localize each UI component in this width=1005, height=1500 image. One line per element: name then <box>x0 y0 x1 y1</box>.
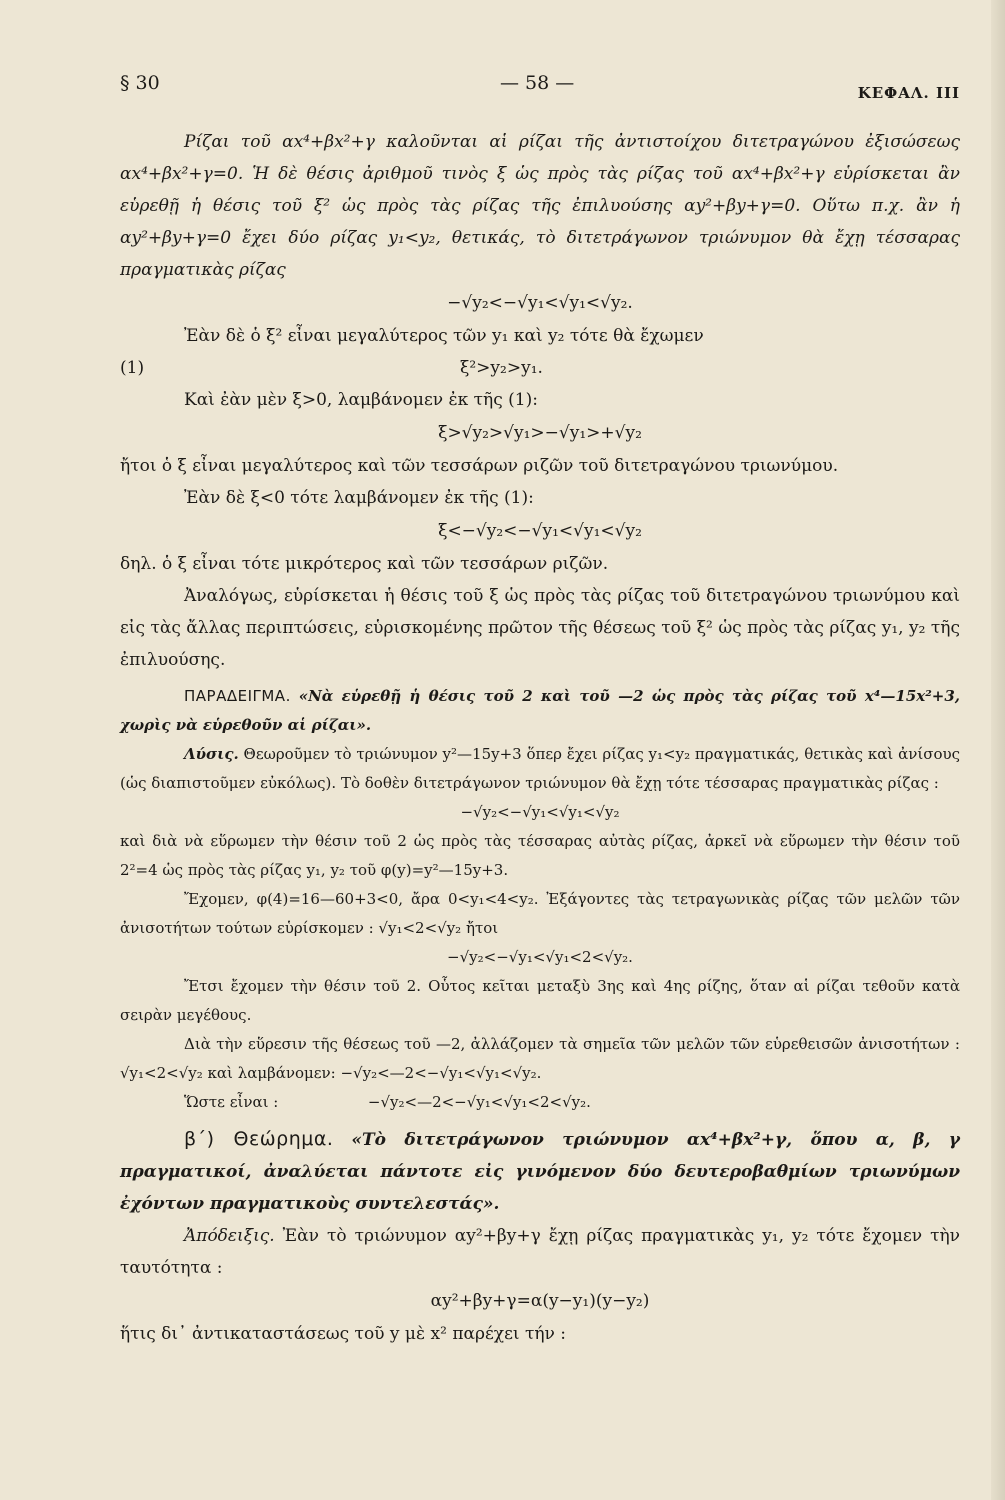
page-edge <box>991 0 1005 1500</box>
equation-position-of-minus-2: −√y₂<—2<−√y₁<√y₁<2<√y₂. <box>367 1093 591 1111</box>
solution-text-1: Θεωροῦμεν τὸ τριώνυμον y²—15y+3 ὅπερ ἔχει ρίζας y₁<y₂ πραγματικάς, θετικὰς καὶ ἀνίσους (ὡς διαπιστοῦμεν εὐκόλως). Τὸ δοθὲν διτετράγωνον τριώνυμον θὰ ἔχῃ τότε τέσσαρας πραγματικὰς ρίζας : <box>120 745 960 792</box>
equation-1-row <box>120 352 960 384</box>
equation-position-of-2: −√y₂<−√y₁<√y₁<2<√y₂. <box>447 948 633 966</box>
theorem-block <box>120 1123 960 1220</box>
page-header <box>120 72 960 112</box>
solution-paragraph-5: Διὰ τὴν εὕρεσιν τῆς θέσεως τοῦ —2, ἀλλάζομεν τὰ σημεῖα τῶν μελῶν τῶν εὑρεθεισῶν ἀνισοτήτων : √y₁<2<√y₂ καὶ λαμβάνομεν: −√y₂<—2<−√y₁<√y₁<√y₂. <box>120 1035 960 1082</box>
paragraph-1: Ρίζαι τοῦ αx⁴+βx²+γ καλοῦνται αἱ ρίζαι τῆς ἀντιστοίχου διτετραγώνου ἐξισώσεως αx⁴+βx²+γ=0. Ἡ δὲ θέσις ἀριθμοῦ τινὸς ξ ὡς πρὸς τὰς ρίζας τοῦ αx⁴+βx²+γ εὑρίσκεται ἂν εὑρεθῇ ἡ θέσις τοῦ ξ² ὡς πρὸς τὰς ρίζας τῆς ἐπιλυούσης αy²+βy+γ=0. Οὕτω π.χ. ἂν ἡ αy²+βy+γ=0 ἔχει δύο ρίζας y₁<y₂, θετικάς, τὸ διτετράγωνον τριώνυμον θὰ ἔχῃ τέσσαρας πραγματικὰς ρίζας <box>120 132 960 280</box>
equation-xi-positive: ξ>√y₂>√y₁>−√y₁>+√y₂ <box>438 423 642 443</box>
example-label: ΠΑΡΑΔΕΙΓΜΑ. <box>184 687 291 705</box>
example-block <box>120 682 960 740</box>
proof-label: Ἀπόδειξις. <box>184 1226 275 1246</box>
proof-text: Ἐὰν τὸ τριώνυμον αy²+βy+γ ἔχῃ ρίζας πραγματικὰς y₁, y₂ τότε ἔχομεν τὴν ταυτότητα : <box>120 1226 960 1278</box>
equation-example-roots: −√y₂<−√y₁<√y₁<√y₂ <box>460 803 620 821</box>
equation-1: ξ²>y₂>y₁. <box>460 358 543 378</box>
equation-roots-order: −√y₂<−√y₁<√y₁<√y₂. <box>447 293 633 313</box>
solution-label: Λύσις. <box>184 745 239 763</box>
equation-1-number: (1) <box>120 358 145 378</box>
section-number: § 30 <box>120 72 160 94</box>
solution-paragraph-4: Ἔτσι ἔχομεν τὴν θέσιν τοῦ 2. Οὗτος κεῖται μεταξὺ 3ης καὶ 4ης ρίζης, ὅταν αἱ ρίζαι τεθοῦν κατὰ σειρὰν μεγέθους. <box>120 977 960 1024</box>
page-number: — 58 — <box>500 72 575 94</box>
paragraph-4: ἤτοι ὁ ξ εἶναι μεγαλύτερος καὶ τῶν τεσσάρων ριζῶν τοῦ διτετραγώνου τριωνύμου. <box>120 456 839 476</box>
theorem-label: β΄) Θεώρημα. <box>184 1128 334 1150</box>
paragraph-2: Ἐὰν δὲ ὁ ξ² εἶναι μεγαλύτερος τῶν y₁ καὶ y₂ τότε θὰ ἔχωμεν <box>184 326 704 346</box>
page-body <box>120 126 960 1350</box>
conclusion-label: Ὥστε εἶναι : <box>184 1093 279 1111</box>
solution-conclusion <box>120 1088 960 1117</box>
equation-xi-negative: ξ<−√y₂<−√y₁<√y₁<√y₂ <box>438 521 642 541</box>
paragraph-6: δηλ. ὁ ξ εἶναι τότε μικρότερος καὶ τῶν τεσσάρων ριζῶν. <box>120 554 609 574</box>
paragraph-5: Ἐὰν δὲ ξ<0 τότε λαμβάνομεν ἐκ τῆς (1): <box>184 488 534 508</box>
solution-paragraph-1 <box>120 740 960 798</box>
proof-paragraph <box>120 1220 960 1284</box>
chapter-label: ΚΕΦΑΛ. ΙΙΙ <box>857 84 960 102</box>
example-statement: «Νὰ εὑρεθῇ ἡ θέσις τοῦ 2 καὶ τοῦ —2 ὡς πρὸς τὰς ρίζας τοῦ x⁴—15x²+3, χωρὶς νὰ εὑρεθοῦν αἱ ρίζαι». <box>120 687 960 734</box>
proof-continuation: ἥτις δι᾽ ἀντικαταστάσεως τοῦ y μὲ x² παρέχει τήν : <box>120 1324 567 1344</box>
theorem-statement: «Τὸ διτετράγωνον τριώνυμον αx⁴+βx²+γ, ὅπου α, β, γ πραγματικοί, ἀναλύεται πάντοτε εἰς γινόμενον δύο δευτεροβαθμίων τριωνύμων ἐχόντων πραγματικοὺς συντελεστάς». <box>120 1130 961 1214</box>
equation-identity: αy²+βy+γ=α(y−y₁)(y−y₂) <box>430 1291 650 1311</box>
paragraph-3: Καὶ ἐὰν μὲν ξ>0, λαμβάνομεν ἐκ τῆς (1): <box>184 390 538 410</box>
solution-paragraph-2: καὶ διὰ νὰ εὕρωμεν τὴν θέσιν τοῦ 2 ὡς πρὸς τὰς τέσσαρας αὐτὰς ρίζας, ἀρκεῖ νὰ εὕρωμεν τὴν θέσιν τοῦ 2²=4 ὡς πρὸς τὰς ρίζας y₁, y₂ τοῦ φ(y)=y²—15y+3. <box>120 832 960 879</box>
solution-paragraph-3: Ἔχομεν, φ(4)=16—60+3<0, ἄρα 0<y₁<4<y₂. Ἐξάγοντες τὰς τετραγωνικὰς ρίζας τῶν μελῶν τῶν ἀνισοτήτων τούτων εὑρίσκομεν : √y₁<2<√y₂ ἤτοι <box>120 890 960 937</box>
paragraph-7: Ἀναλόγως, εὑρίσκεται ἡ θέσις τοῦ ξ ὡς πρὸς τὰς ρίζας τοῦ διτετραγώνου τριωνύμου καὶ εἰς τὰς ἄλλας περιπτώσεις, εὑρισκομένης πρῶτον τῆς θέσεως τοῦ ξ² ὡς πρὸς τὰς ρίζας y₁, y₂ τῆς ἐπιλυούσης. <box>120 586 960 670</box>
